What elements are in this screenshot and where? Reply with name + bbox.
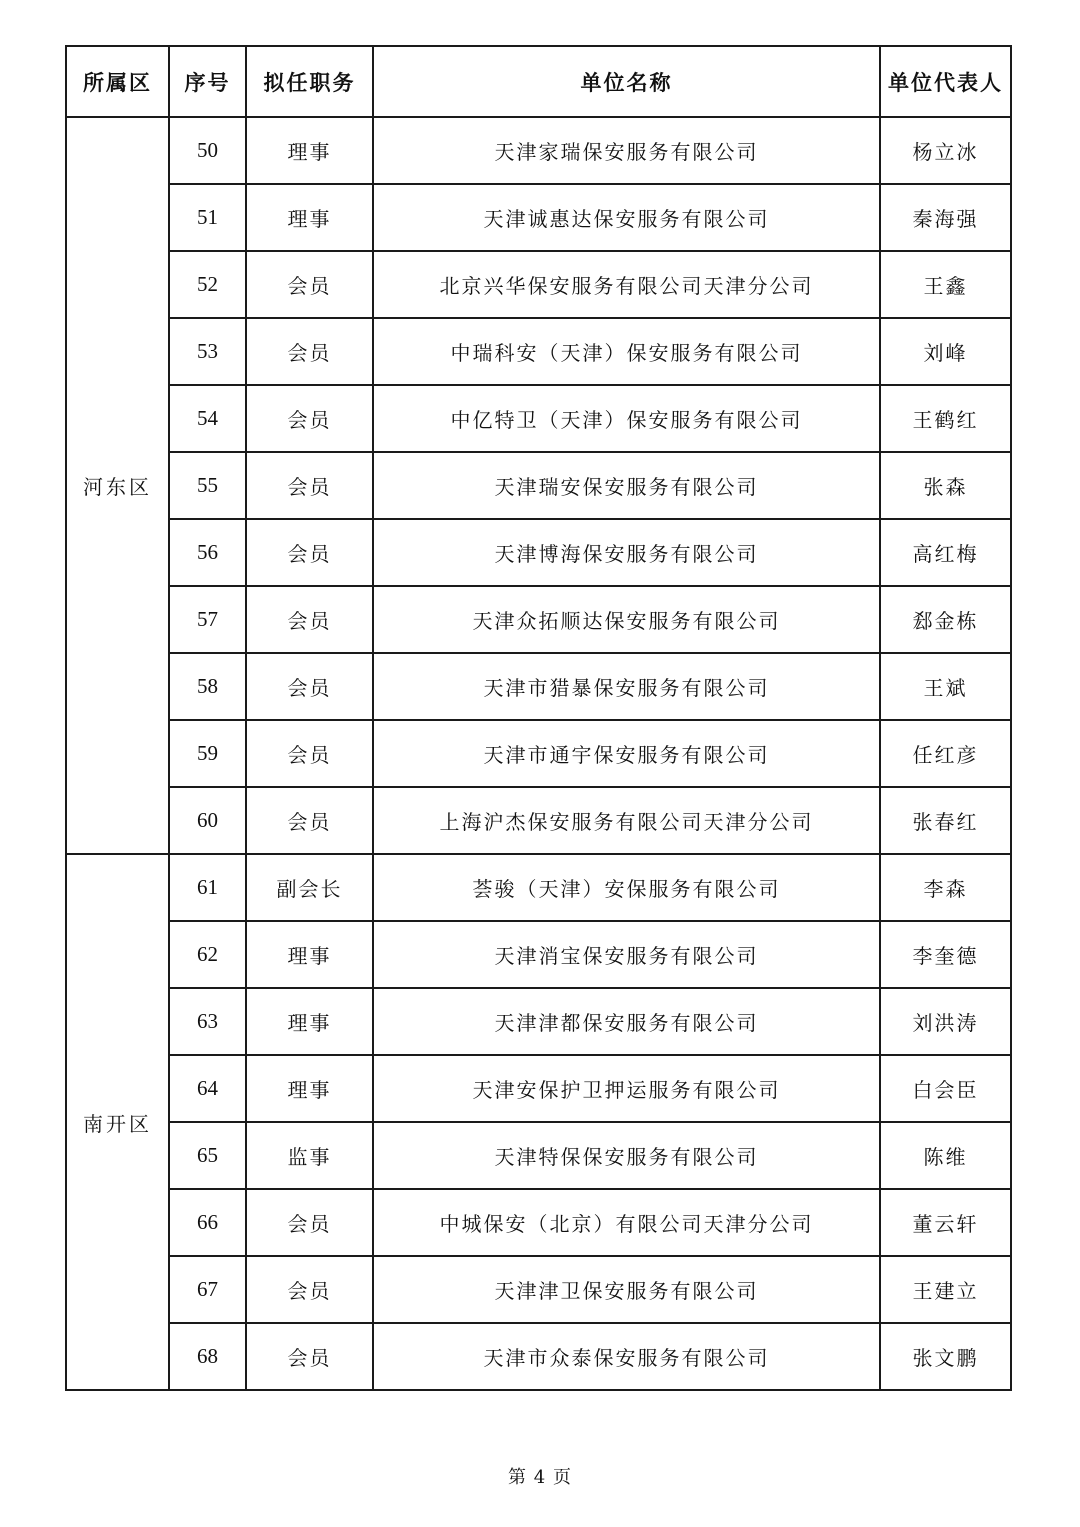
position-cell: 监事 <box>246 1122 373 1189</box>
number-cell: 50 <box>169 117 246 184</box>
unit-name-cell: 天津市猎暴保安服务有限公司 <box>373 653 880 720</box>
position-cell: 会员 <box>246 251 373 318</box>
representative-cell: 王斌 <box>880 653 1011 720</box>
number-cell: 57 <box>169 586 246 653</box>
unit-name-cell: 天津特保保安服务有限公司 <box>373 1122 880 1189</box>
table-row <box>66 921 1011 988</box>
position-cell: 会员 <box>246 1189 373 1256</box>
representative-cell: 郄金栋 <box>880 586 1011 653</box>
position-cell: 理事 <box>246 921 373 988</box>
number-cell: 65 <box>169 1122 246 1189</box>
number-cell: 63 <box>169 988 246 1055</box>
table-row <box>66 1055 1011 1122</box>
representative-cell: 李奎德 <box>880 921 1011 988</box>
number-cell: 51 <box>169 184 246 251</box>
number-cell: 56 <box>169 519 246 586</box>
position-cell: 理事 <box>246 988 373 1055</box>
position-cell: 会员 <box>246 452 373 519</box>
unit-name-cell: 荟骏（天津）安保服务有限公司 <box>373 854 880 921</box>
representative-cell: 任红彦 <box>880 720 1011 787</box>
unit-name-cell: 天津市通宇保安服务有限公司 <box>373 720 880 787</box>
position-cell: 会员 <box>246 519 373 586</box>
table-row <box>66 452 1011 519</box>
unit-name-cell: 中城保安（北京）有限公司天津分公司 <box>373 1189 880 1256</box>
representative-cell: 董云轩 <box>880 1189 1011 1256</box>
representative-cell: 王鹤红 <box>880 385 1011 452</box>
number-cell: 59 <box>169 720 246 787</box>
unit-name-cell: 天津众拓顺达保安服务有限公司 <box>373 586 880 653</box>
table-row <box>66 1323 1011 1390</box>
unit-name-cell: 天津市众泰保安服务有限公司 <box>373 1323 880 1390</box>
representative-cell: 李森 <box>880 854 1011 921</box>
unit-name-cell: 天津津都保安服务有限公司 <box>373 988 880 1055</box>
representative-cell: 白会臣 <box>880 1055 1011 1122</box>
position-cell: 理事 <box>246 117 373 184</box>
position-cell: 会员 <box>246 787 373 854</box>
number-cell: 66 <box>169 1189 246 1256</box>
representative-cell: 王建立 <box>880 1256 1011 1323</box>
page-number: 第 4 页 <box>508 1467 572 1488</box>
unit-name-cell: 天津瑞安保安服务有限公司 <box>373 452 880 519</box>
member-table <box>65 45 1012 1391</box>
table-row <box>66 720 1011 787</box>
unit-name-cell: 北京兴华保安服务有限公司天津分公司 <box>373 251 880 318</box>
position-cell: 会员 <box>246 720 373 787</box>
table-row <box>66 519 1011 586</box>
table-row <box>66 318 1011 385</box>
table-row <box>66 1122 1011 1189</box>
unit-name-cell: 天津津卫保安服务有限公司 <box>373 1256 880 1323</box>
unit-name-cell: 中亿特卫（天津）保安服务有限公司 <box>373 385 880 452</box>
number-cell: 58 <box>169 653 246 720</box>
unit-name-cell: 天津诚惠达保安服务有限公司 <box>373 184 880 251</box>
position-cell: 会员 <box>246 318 373 385</box>
number-cell: 67 <box>169 1256 246 1323</box>
table-row <box>66 1189 1011 1256</box>
number-cell: 52 <box>169 251 246 318</box>
table-row <box>66 586 1011 653</box>
district-cell: 河东区 <box>66 117 169 854</box>
header-number: 序号 <box>169 46 246 117</box>
number-cell: 53 <box>169 318 246 385</box>
table-header-row <box>66 46 1011 117</box>
representative-cell: 陈维 <box>880 1122 1011 1189</box>
position-cell: 会员 <box>246 1256 373 1323</box>
position-cell: 副会长 <box>246 854 373 921</box>
unit-name-cell: 中瑞科安（天津）保安服务有限公司 <box>373 318 880 385</box>
number-cell: 54 <box>169 385 246 452</box>
number-cell: 55 <box>169 452 246 519</box>
table-row <box>66 117 1011 184</box>
header-representative: 单位代表人 <box>880 46 1011 117</box>
number-cell: 68 <box>169 1323 246 1390</box>
table-row <box>66 854 1011 921</box>
position-cell: 会员 <box>246 653 373 720</box>
table-row <box>66 988 1011 1055</box>
table-row <box>66 184 1011 251</box>
position-cell: 理事 <box>246 1055 373 1122</box>
representative-cell: 张森 <box>880 452 1011 519</box>
representative-cell: 刘洪涛 <box>880 988 1011 1055</box>
representative-cell: 王鑫 <box>880 251 1011 318</box>
unit-name-cell: 天津安保护卫押运服务有限公司 <box>373 1055 880 1122</box>
position-cell: 会员 <box>246 586 373 653</box>
number-cell: 60 <box>169 787 246 854</box>
header-district: 所属区 <box>66 46 169 117</box>
header-unit-name: 单位名称 <box>373 46 880 117</box>
number-cell: 61 <box>169 854 246 921</box>
table-row <box>66 1256 1011 1323</box>
district-cell: 南开区 <box>66 854 169 1390</box>
table-row <box>66 385 1011 452</box>
unit-name-cell: 天津家瑞保安服务有限公司 <box>373 117 880 184</box>
position-cell: 会员 <box>246 385 373 452</box>
number-cell: 62 <box>169 921 246 988</box>
representative-cell: 刘峰 <box>880 318 1011 385</box>
unit-name-cell: 上海沪杰保安服务有限公司天津分公司 <box>373 787 880 854</box>
representative-cell: 高红梅 <box>880 519 1011 586</box>
representative-cell: 张文鹏 <box>880 1323 1011 1390</box>
number-cell: 64 <box>169 1055 246 1122</box>
representative-cell: 张春红 <box>880 787 1011 854</box>
table-row <box>66 787 1011 854</box>
header-position: 拟任职务 <box>246 46 373 117</box>
position-cell: 会员 <box>246 1323 373 1390</box>
representative-cell: 杨立冰 <box>880 117 1011 184</box>
table-row <box>66 653 1011 720</box>
position-cell: 理事 <box>246 184 373 251</box>
table-body <box>66 117 1011 1390</box>
representative-cell: 秦海强 <box>880 184 1011 251</box>
unit-name-cell: 天津消宝保安服务有限公司 <box>373 921 880 988</box>
unit-name-cell: 天津博海保安服务有限公司 <box>373 519 880 586</box>
table-row <box>66 251 1011 318</box>
